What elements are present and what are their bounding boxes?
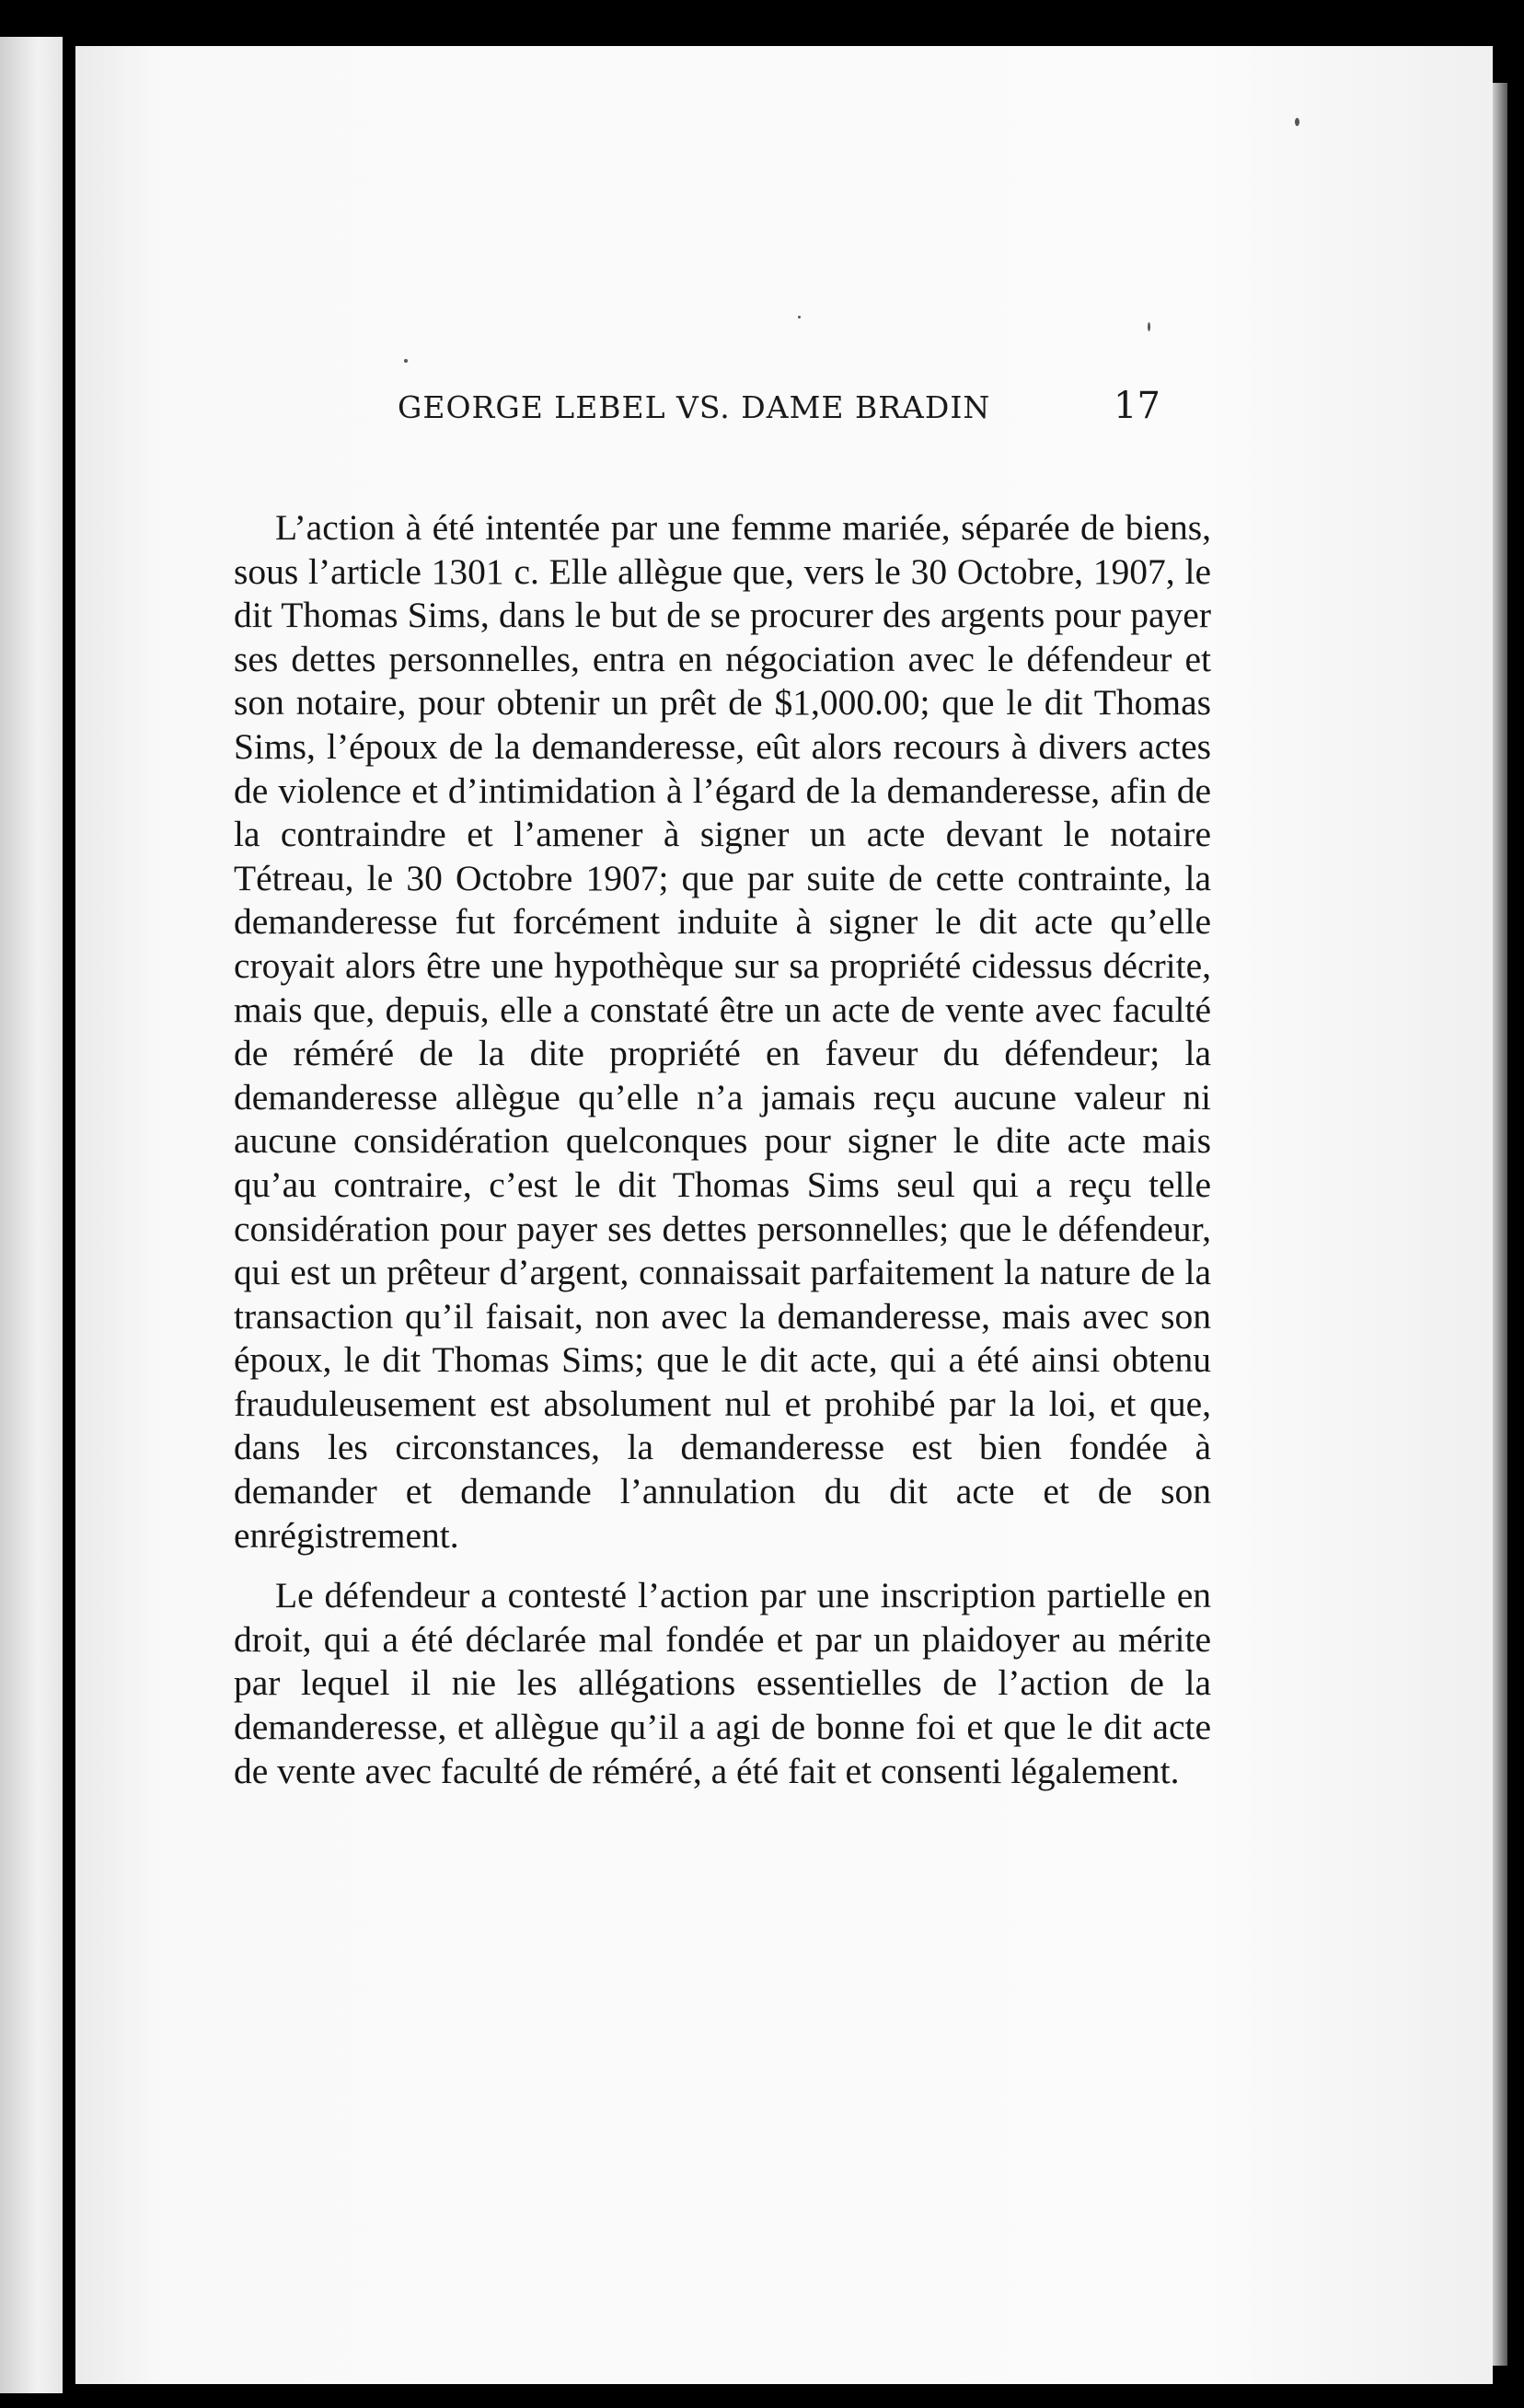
facing-page-edge: [0, 37, 63, 2393]
paragraph-1: L’action à été intentée par une femme mariée, séparée de biens, sous l’article 1301 c. Elle allègue que, vers le 30 Octobre, 1907, le dit Thomas Sims, dans le but de se procurer des argents pour payer ses dettes personnelles, entra en négociation avec le défendeur et son notaire, pour obtenir un prêt de $1,000.00; que le dit Thomas Sims, l’époux de la demanderesse, eût alors recours à divers actes de violence et d’intimidation à l’égard de la demanderesse, afin de la contraindre et l’amener à signer un acte devant le notaire Tétreau, le 30 Octobre 1907; que par suite de cette contrainte, la demanderesse fut forcément induite à signer le dit acte qu’elle croyait alors être une hypothèque sur sa propriété cidessus décrite, mais que, depuis, elle a constaté être un acte de vente avec faculté de réméré de la dite propriété en faveur du défendeur; la demanderesse allègue qu’elle n’a jamais reçu aucune valeur ni aucune considération quelconques pour signer le dite acte mais qu’au contraire, c’est le dit Thomas Sims seul qui a reçu telle considération pour payer ses dettes personnelles; que le défendeur, qui est un prêteur d’argent, connaissait parfaitement la nature de la transaction qu’il faisait, non avec la demanderesse, mais avec son époux, le dit Thomas Sims; que le dit acte, qui a été ainsi obtenu frauduleusement est absolument nul et prohibé par la loi, et que, dans les circonstances, la demanderesse est bien fondée à demander et demande l’annulation du dit acte et de son enrégistrement.: [234, 507, 1211, 1556]
scan-speck: [798, 316, 801, 318]
running-head: GEORGE LEBEL VS. DAME BRADIN: [398, 389, 991, 425]
page-edge-shadow: [1493, 83, 1507, 2366]
book-page: [75, 46, 1493, 2384]
paragraph-2: Le défendeur a contesté l’action par une inscription partielle en droit, qui a été déclarée mal fondée et par un plaidoyer au mérite par lequel il nie les allégations essentielles de l’action de la demanderesse, et allègue qu’il a agi de bonne foi et que le dit acte de vente avec faculté de réméré, a été fait et consenti légalement.: [234, 1575, 1211, 1791]
scan-speck: [404, 359, 408, 363]
scan-speck: [1295, 118, 1299, 126]
book-gutter: [63, 0, 75, 2408]
body-text: [234, 506, 1211, 1793]
page-number: 17: [1114, 385, 1160, 427]
scan-speck: [1148, 322, 1150, 331]
